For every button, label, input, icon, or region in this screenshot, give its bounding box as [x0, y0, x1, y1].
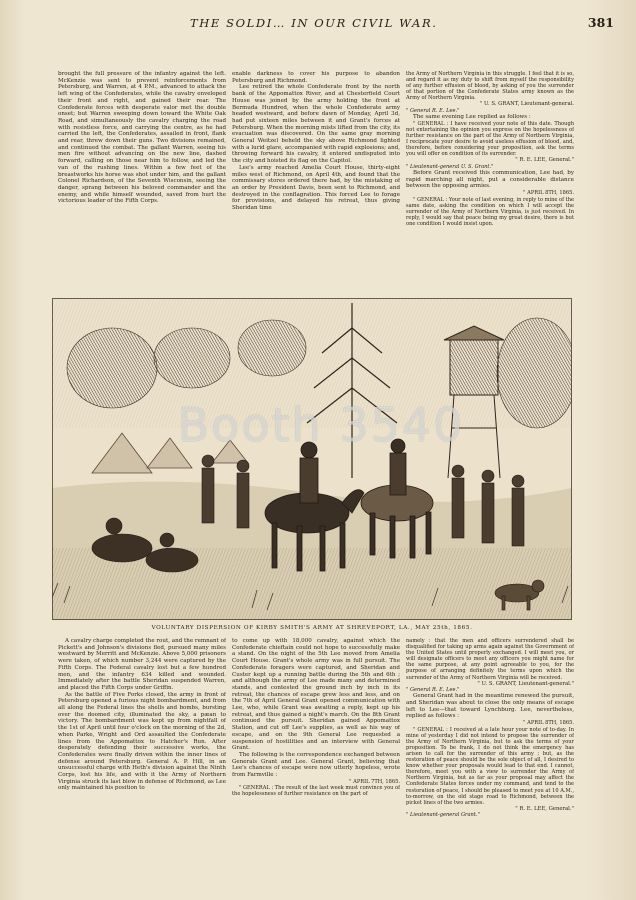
engraving-illustration — [52, 298, 572, 620]
letter-addressee: " Lieutenant-general Grant." — [406, 812, 480, 819]
running-title: THE SOLDI… IN OUR CIVIL WAR. — [190, 16, 438, 30]
letter-signature: " R. E. LEE, General." — [515, 157, 574, 164]
paragraph: brought the full pressure of the infantry against the left. McKenzie was sent to prevent reinforcements from Petersburg, and Warren, at 4 P.M., advanced to attack the left wing of the Confederates, while the cavalry enveloped their front and right, and gained their rear. The Confederate forces with desperate valor met the double onset; but Warren sweeping down toward the White Oak Road, and simultaneously the cavalry charging the road with resistless force, and carrying the centre, as he had carried the left, the Confederates, assailed in front, flank and rear, threw down their guns. Two divisions remained, and continued the combat. The gallant Warren, seeing his men fire without advancing on the new line, dashed forward, calling on those near him to follow, and led the van of the rushing lines. Within a few feet of the breastworks his horse was shot under him, and the gallant Colonel Richardson, of the Seventh Wisconsin, seeing the danger, sprang between his beloved commander and the enemy, and while himself wounded, saved from hurt the victorious leader of the Fifth Corps. — [58, 71, 226, 205]
paragraph: Lee's army reached Amelia Court House, thirty-eight miles west of Richmond, on April 4th, and found that the commissary stores ordered there had, by the mistaking of an order by President Davis, been sent to Richmond, and destroyed in the conflagration. This forced Lee to forage for provisions, and delayed his retreat, thus giving Sheridan time — [232, 164, 400, 212]
paragraph: The following is the correspondence exchanged between Generals Grant and Lee. General Grant, believing that Lee's chances of escape were now utterly hopeless, wrote from Farmville : — [232, 751, 400, 779]
upper-column-2 — [232, 71, 400, 299]
paragraph: General Grant had in the meantime renewed the pursuit, and Sheridan was about to close the only means of escape left to Lee—that toward Lynchburg. Lee, nevertheless, replied as follows : — [406, 693, 574, 720]
paragraph: Lee retired the whole Confederate front by the north bank of the Appomattox River, and at Chesterfield Court House was joined by the army holding the front at Bermuda Hundred, when the whole Confederate army headed westward, and before dawn of Monday, April 3d, had put sixteen miles between it and Grant's forces at Petersburg. When the morning mists lifted from the city, its evacuation was discovered. On the same gray morning General Weitzel beheld the sky above Richmond lighted with a lurid glare, accompanied with rapid explosions; and, throwing forward his cavalry, it entered undisputed into the city and hoisted its flag on the Capitol. — [232, 84, 400, 165]
paragraph: As the battle of Five Forks closed, the army in front of Petersburg opened a furious night bombardment, and from all along the Federal lines the shells and bombs, bursting over the doomed city, illuminated the sky, a pæan to victory. The bombardment was kept up from nightfall of the 1st of April until four o'clock on the morning of the 2d, when Parke, Wright and Ord assaulted the Confederate lines from the Appomattox to Hatcher's Run. After desperately defending their successive works, the Confederates were finally driven within the inner lines of defense around Petersburg. General A. P. Hill, in an unsuccessful charge with Heth's division against the Ninth Corps, lost his life, and with it the Army of Northern Virginia struck its last blow in defense of Richmond, as Lee only maintained his position to — [58, 691, 226, 792]
paragraph: A cavalry charge completed the rout, and the remnant of Pickett's and Johnson's divisions fled, pursued many miles westward by Merritt and McKenzie. Above 5,000 prisoners were taken, of which number 3,244 were captured by the Fifth Corps. The Federal cavalry lost but a few hundred men, and the infantry 634 killed and wounded. Immediately after the battle Sheridan suspended Warren, and placed the Fifth Corps under Griffin. — [58, 638, 226, 691]
letter-text: " GENERAL : I received at a late hour your note of to-day. In mine of yesterday I did not intend to propose the surrender of the Army of Northern Virginia, but to ask the terms of your proposition. To be frank, I do not think the emergency has arisen to call for the surrender of this army ; but, as the restoration of peace should be the sole object of all, I desired to know whether your proposals would lead to that end. I cannot, therefore, meet you with a view to surrender the Army of Northern Virginia, but as far as your proposal may affect the Confederate States forces under my command, and tend to the restoration of peace, I should be pleased to meet you at 10 A.M., to-morrow, on the old stage road to Richmond, between the picket lines of the two armies. — [406, 726, 574, 806]
upper-column-1 — [58, 71, 226, 299]
paragraph: to come up with 18,000 cavalry, against which the Confederate chieftain could not hope to successfully make a stand. On the night of the 5th Lee moved from Amelia Court House. Grant's whole army was in full pursuit. The Confederate foragers were captured, and Sheridan and Custer kept up a running battle during the 5th and 6th ; and although the army of Lee made many and determined stands, and contested the ground inch by inch in its retreat, the chances of escape grew less and less, and on the 7th of April General Grant opened communication with Lee, who, while Grant was awaiting a reply, kept up his retreat, and thus gained a night's march. On the 8th Grant continued the pursuit. Sheridan gained Appomattox Station, and cut off Lee's supplies, as well as his way of escape, and on the 9th General Lee requested a suspension of hostilities and an interview with General Grant. — [232, 638, 400, 752]
letter-text: " GENERAL : Your note of last evening, in reply to mine of the same date, asking the condition on which I will accept the surrender of the Army of Northern Virginia, is just received. In reply, I would say that peace being my great desire, there is but one condition I would insist upon. — [406, 196, 574, 227]
letter-addressee: " General R. E. Lee." — [406, 107, 460, 114]
letter-date: " APRIL 8TH, 1865. — [523, 720, 574, 727]
upper-column-3 — [406, 71, 574, 299]
page-number: 381 — [587, 15, 614, 30]
illustration-caption: VOLUNTARY DISPERSION OF KIRBY SMITH'S ARMY AT SHREVEPORT, LA., MAY 25th, 1865. — [151, 625, 473, 631]
letter-addressee: " Lieutenant-general U. S. Grant." — [406, 163, 494, 170]
letter-date: " APRIL 8TH, 1865. — [523, 190, 574, 197]
watermark-text: Booth 3540 — [177, 398, 465, 452]
letter-addressee: " General R. E. Lee." — [406, 687, 460, 694]
letter-signature: " R. E. LEE, General." — [515, 805, 574, 812]
lower-column-3 — [406, 638, 574, 890]
letter-date: " APRIL 7TH, 1865. — [349, 778, 400, 785]
lower-column-2 — [232, 638, 400, 890]
letter-text: " GENERAL : The result of the last week must convince you of the hopelessness of further resistance on the part of — [232, 785, 400, 798]
paragraph: Before Grant received this communication, Lee had, by rapid marching all night, put a considerable distance between the opposing armies. — [406, 169, 574, 190]
lower-column-1 — [58, 638, 226, 890]
letter-text: namely : that the men and officers surrendered shall be disqualified for taking up arms again against the Government of the United States until properly exchanged. I will meet you, or will designate officers to meet any officers you might name for the same purpose, at any point agreeable to you, for the purpose of arranging definitely the terms upon which the surrender of the Army of Northern Virginia will be received. — [406, 638, 574, 681]
letter-signature: " U. S. GRANT, Lieutenant-general. — [479, 101, 574, 108]
letter-text: the Army of Northern Virginia in this struggle. I feel that it is so, and regard it as my duty to shift from myself the responsibility of any further effusion of blood, by asking of you the surrender of that portion of the Confederate States army known as the Army of Northern Virginia. — [406, 71, 574, 102]
letter-signature: " U. S. GRANT, Lieutenant-general." — [477, 680, 574, 687]
paragraph: The same evening Lee replied as follows : — [413, 114, 531, 121]
letter-text: " GENERAL : I have received your note of this date. Though not entertaining the opinion you express on the hopelessness of further resistance on the part of the Army of Northern Virginia, I reciprocate your desire to avoid useless effusion of blood, and, therefore, before considering your proposition, ask the terms you will offer on condition of its surrender. — [406, 120, 574, 158]
paragraph: enable darkness to cover his purpose to abandon Petersburg and Richmond. — [232, 71, 400, 84]
page-header — [40, 16, 614, 32]
engraving-artwork — [52, 298, 572, 620]
